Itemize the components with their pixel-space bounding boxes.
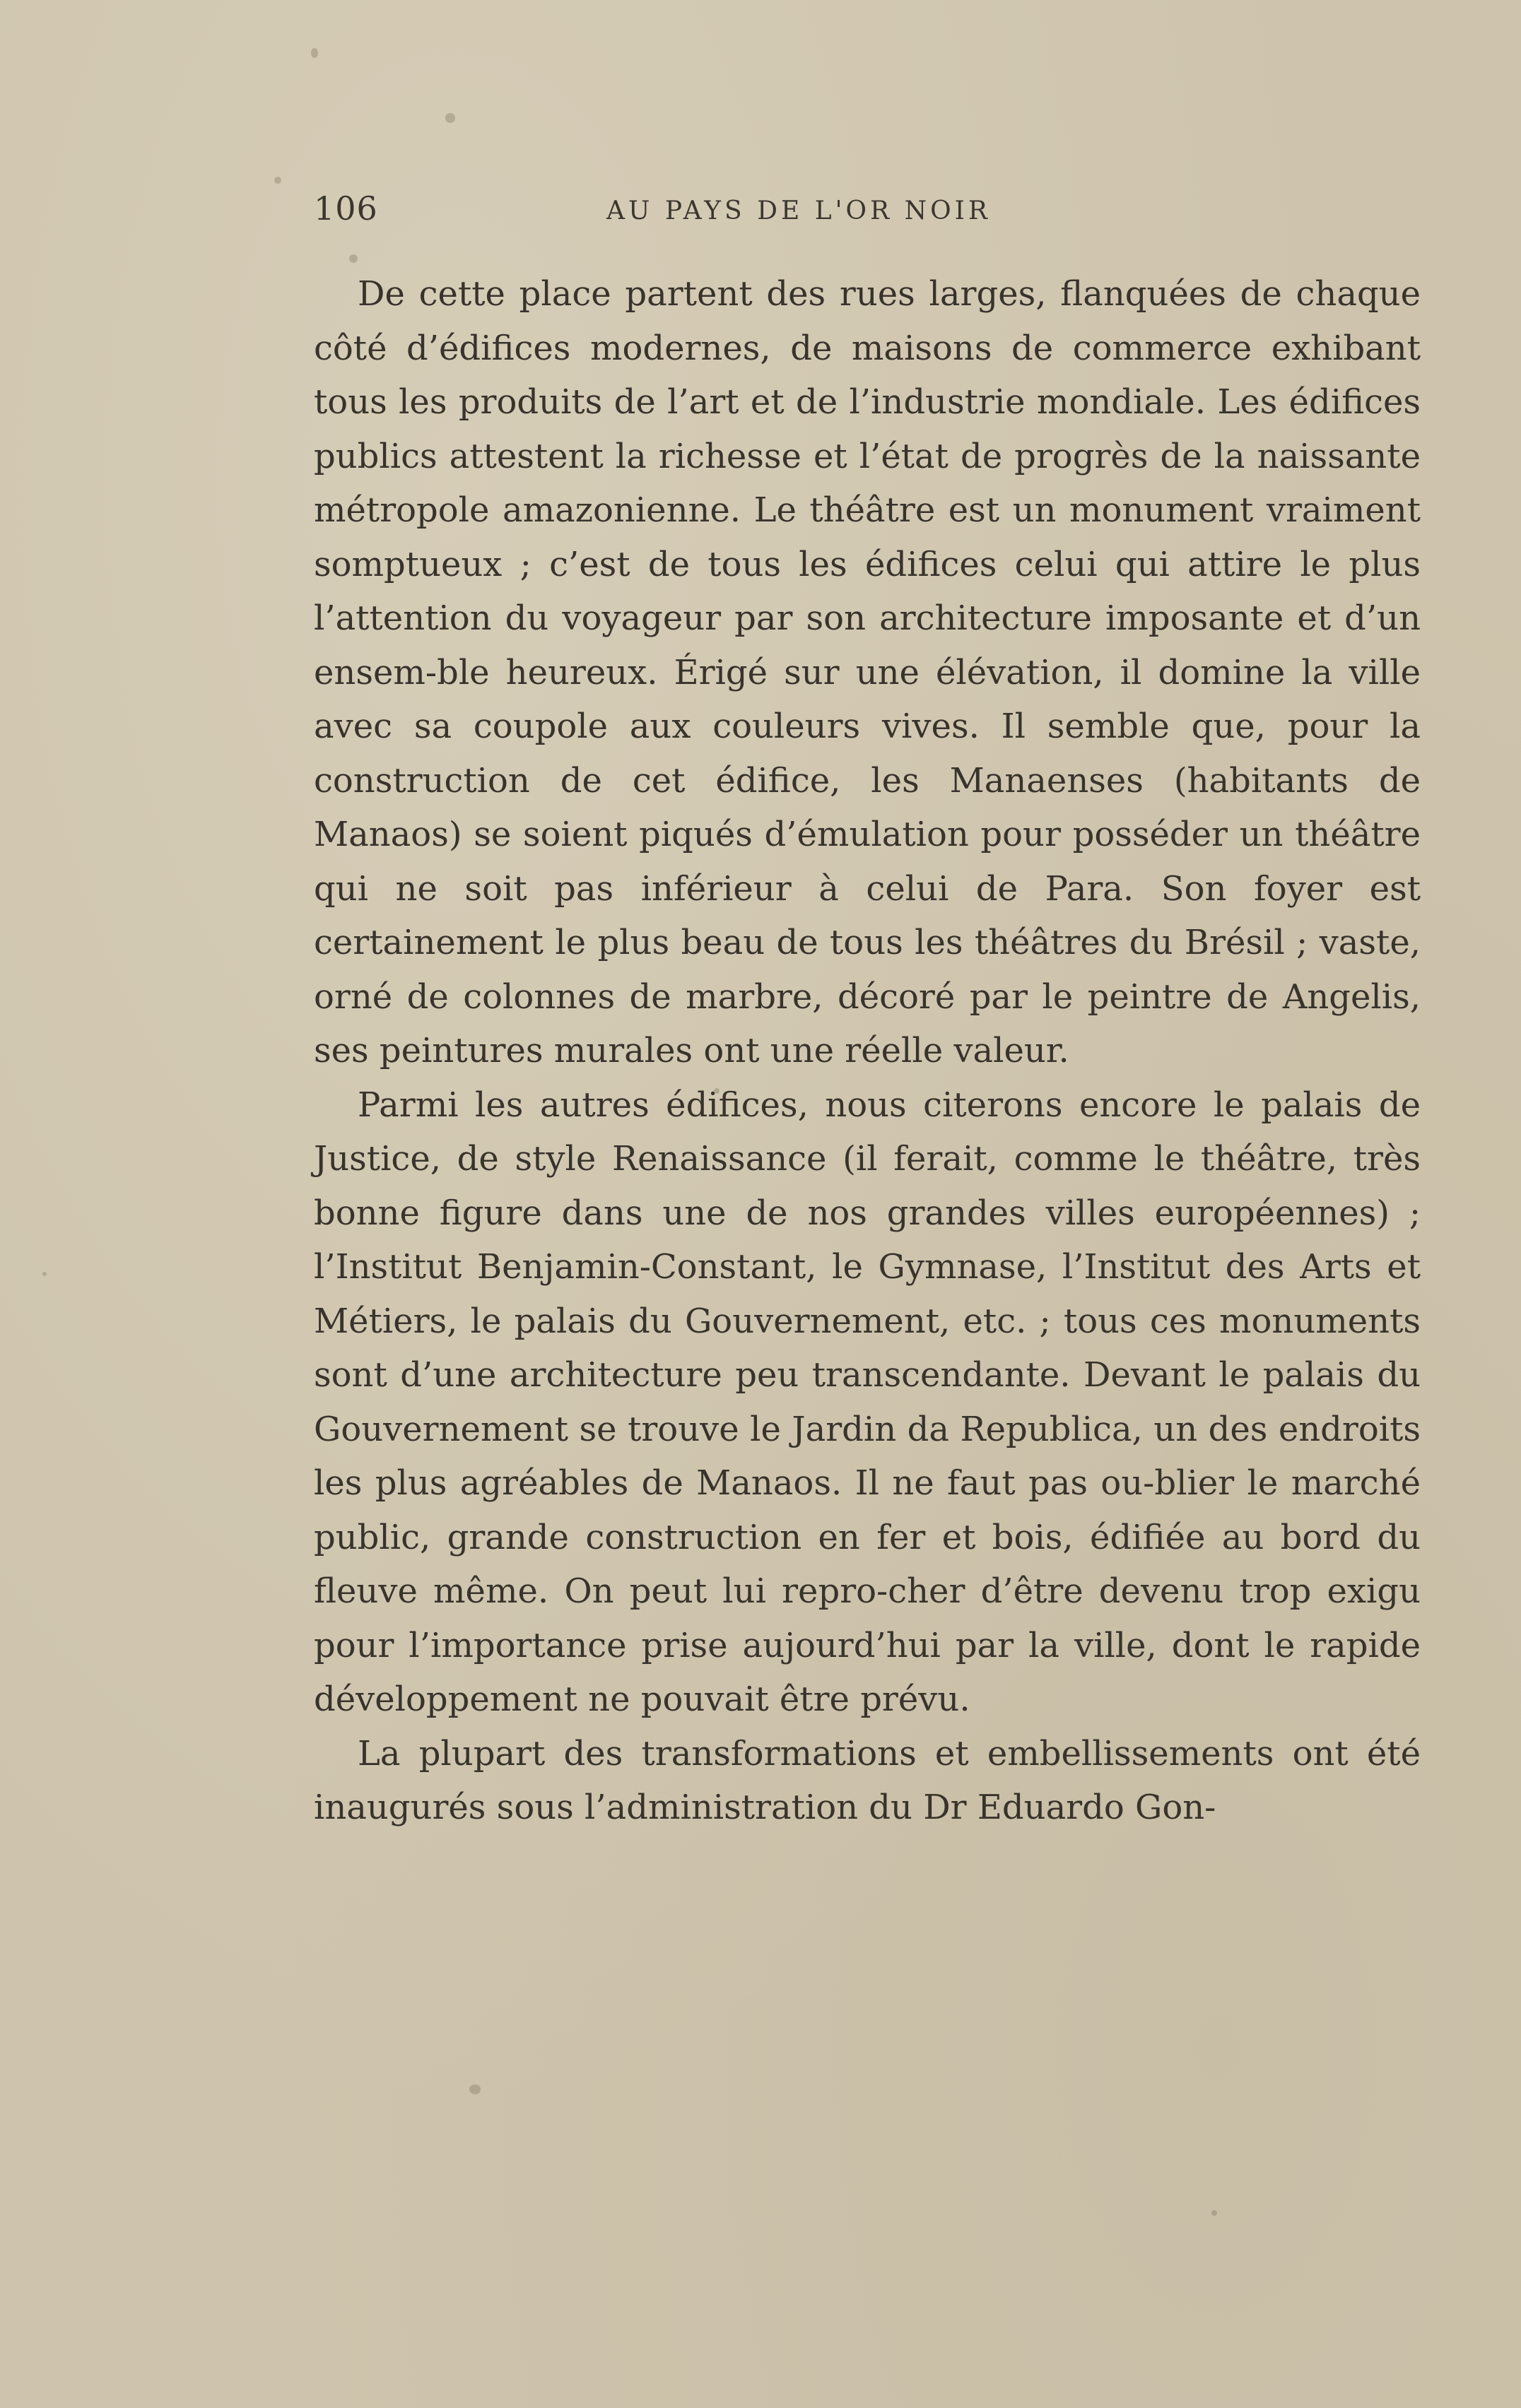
paper-speck <box>349 254 358 263</box>
paper-speck <box>1211 2210 1217 2216</box>
paper-speck <box>42 1272 47 1276</box>
paragraph: De cette place partent des rues larges, flanquées de chaque côté d’édifices modernes, de maisons de commerce exhibant tous les produits de l’art et de l’industrie mondiale. Les édifices publics attestent la richesse et l’état de progrès de la naissante métropole amazonienne. Le théâtre est un monument vraiment somptueux ; c’est de tous les édifices celui qui attire le plus l’attention du voyageur par son architecture imposante et d’un ensem-ble heureux. Érigé sur une élévation, il domine la ville avec sa coupole aux couleurs vives. Il semble que, pour la construction de cet édifice, les Manaenses (habitants de Manaos) se soient piqués d’émulation pour posséder un théâtre qui ne soit pas inférieur à celui de Para. Son foyer est certainement le plus beau de tous les théâtres du Brésil ; vaste, orné de colonnes de marbre, décoré par le peintre de Angelis, ses peintures murales ont une réelle valeur. <box>314 274 1421 1070</box>
running-header <box>314 189 1425 239</box>
paper-speck <box>274 177 281 184</box>
paper-speck <box>469 2084 481 2094</box>
page-number: 106 <box>314 189 378 228</box>
running-title: AU PAYS DE L'OR NOIR <box>606 196 991 225</box>
paper-speck <box>445 113 455 123</box>
paper-speck <box>311 48 318 58</box>
paragraph: La plupart des transformations et embellissements ont été inaugurés sous l’administration du Dr Eduardo Gon- <box>314 1733 1421 1827</box>
body-text <box>314 267 1421 1835</box>
paragraph: Parmi les autres édifices, nous citerons encore le palais de Justice, de style Renaissance (il ferait, comme le théâtre, très bonne figure dans une de nos grandes villes européennes) ; l’Institut Benjamin-Constant, le Gymnase, l’Institut des Arts et Métiers, le palais du Gouvernement, etc. ; tous ces monuments sont d’une architecture peu transcendante. Devant le palais du Gouvernement se trouve le Jardin da Republica, un des endroits les plus agréables de Manaos. Il ne faut pas ou-blier le marché public, grande construction en fer et bois, édifiée au bord du fleuve même. On peut lui repro-cher d’être devenu trop exigu pour l’importance prise aujourd’hui par la ville, dont le rapide développement ne pouvait être prévu. <box>314 1085 1421 1719</box>
